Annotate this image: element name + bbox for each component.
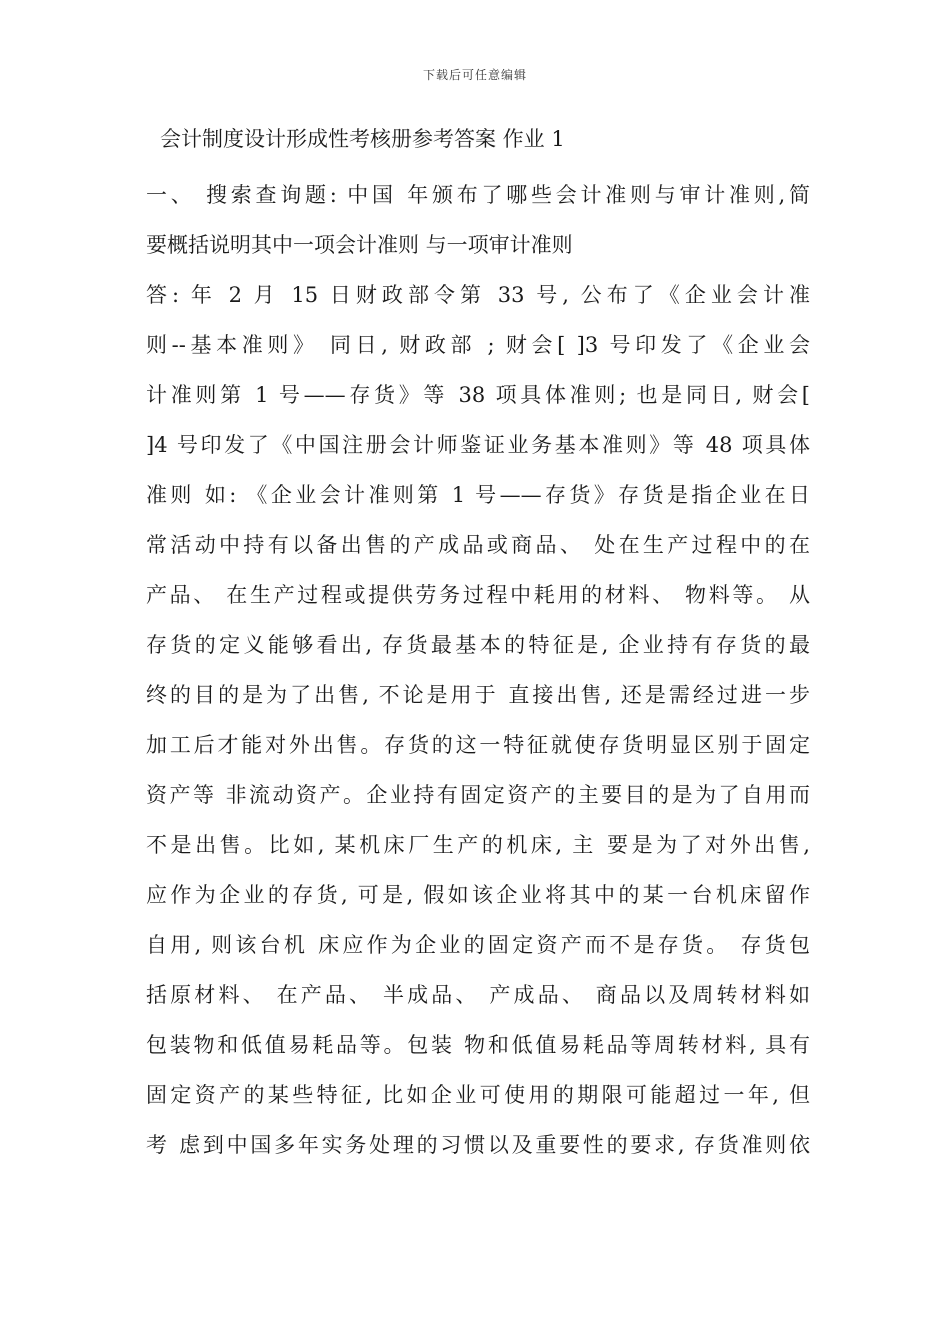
body-line: 考 虑到中国多年实务处理的习惯以及重要性的要求, 存货准则依 bbox=[146, 1133, 810, 1157]
body-line: 应作为企业的存货, 可是, 假如该企业将其中的某一台机床留作 bbox=[146, 883, 810, 907]
body-line: 产品、 在生产过程或提供劳务过程中耗用的材料、 物料等。 从 bbox=[146, 583, 810, 607]
document-title: 会计制度设计形成性考核册参考答案 作业 1 bbox=[160, 127, 565, 151]
body-line: 自用, 则该台机 床应作为企业的固定资产而不是存货。 存货包 bbox=[146, 933, 810, 957]
body-line: 要概括说明其中一项会计准则 与一项审计准则 bbox=[146, 233, 573, 257]
body-line: 括原材料、 在产品、 半成品、 产成品、 商品以及周转材料如 bbox=[146, 983, 810, 1007]
body-line: 终的目的是为了出售, 不论是用于 直接出售, 还是需经过进一步 bbox=[146, 683, 810, 707]
header-note: 下载后可任意编辑 bbox=[422, 68, 527, 82]
body-line: 固定资产的某些特征, 比如企业可使用的期限可能超过一年, 但 bbox=[146, 1083, 810, 1107]
body-line: ]4 号印发了《中国注册会计师鉴证业务基本准则》等 48 项具体 bbox=[146, 433, 810, 457]
body-line: 则--基本准则》 同日, 财政部 ; 财会[ ]3 号印发了《企业会 bbox=[146, 333, 810, 357]
body-line: 资产等 非流动资产。企业持有固定资产的主要目的是为了自用而 bbox=[146, 783, 810, 807]
body-line: 一、 搜索查询题: 中国 年颁布了哪些会计准则与审计准则,简 bbox=[146, 183, 810, 207]
body-line: 答: 年 2 月 15 日财政部令第 33 号, 公布了《企业会计准 bbox=[146, 283, 810, 307]
body-line: 准则 如: 《企业会计准则第 1 号——存货》存货是指企业在日 bbox=[146, 483, 810, 507]
body-line: 包装物和低值易耗品等。包装 物和低值易耗品等周转材料, 具有 bbox=[146, 1033, 810, 1057]
body-line: 不是出售。比如, 某机床厂生产的机床, 主 要是为了对外出售, bbox=[146, 833, 810, 857]
document-body bbox=[146, 170, 810, 1170]
body-line: 加工后才能对外出售。存货的这一特征就使存货明显区别于固定 bbox=[146, 733, 810, 757]
body-line: 存货的定义能够看出, 存货最基本的特征是, 企业持有存货的最 bbox=[146, 633, 810, 657]
body-line: 常活动中持有以备出售的产成品或商品、 处在生产过程中的在 bbox=[146, 533, 810, 557]
body-line: 计准则第 1 号——存货》等 38 项具体准则; 也是同日, 财会[ bbox=[146, 383, 810, 407]
